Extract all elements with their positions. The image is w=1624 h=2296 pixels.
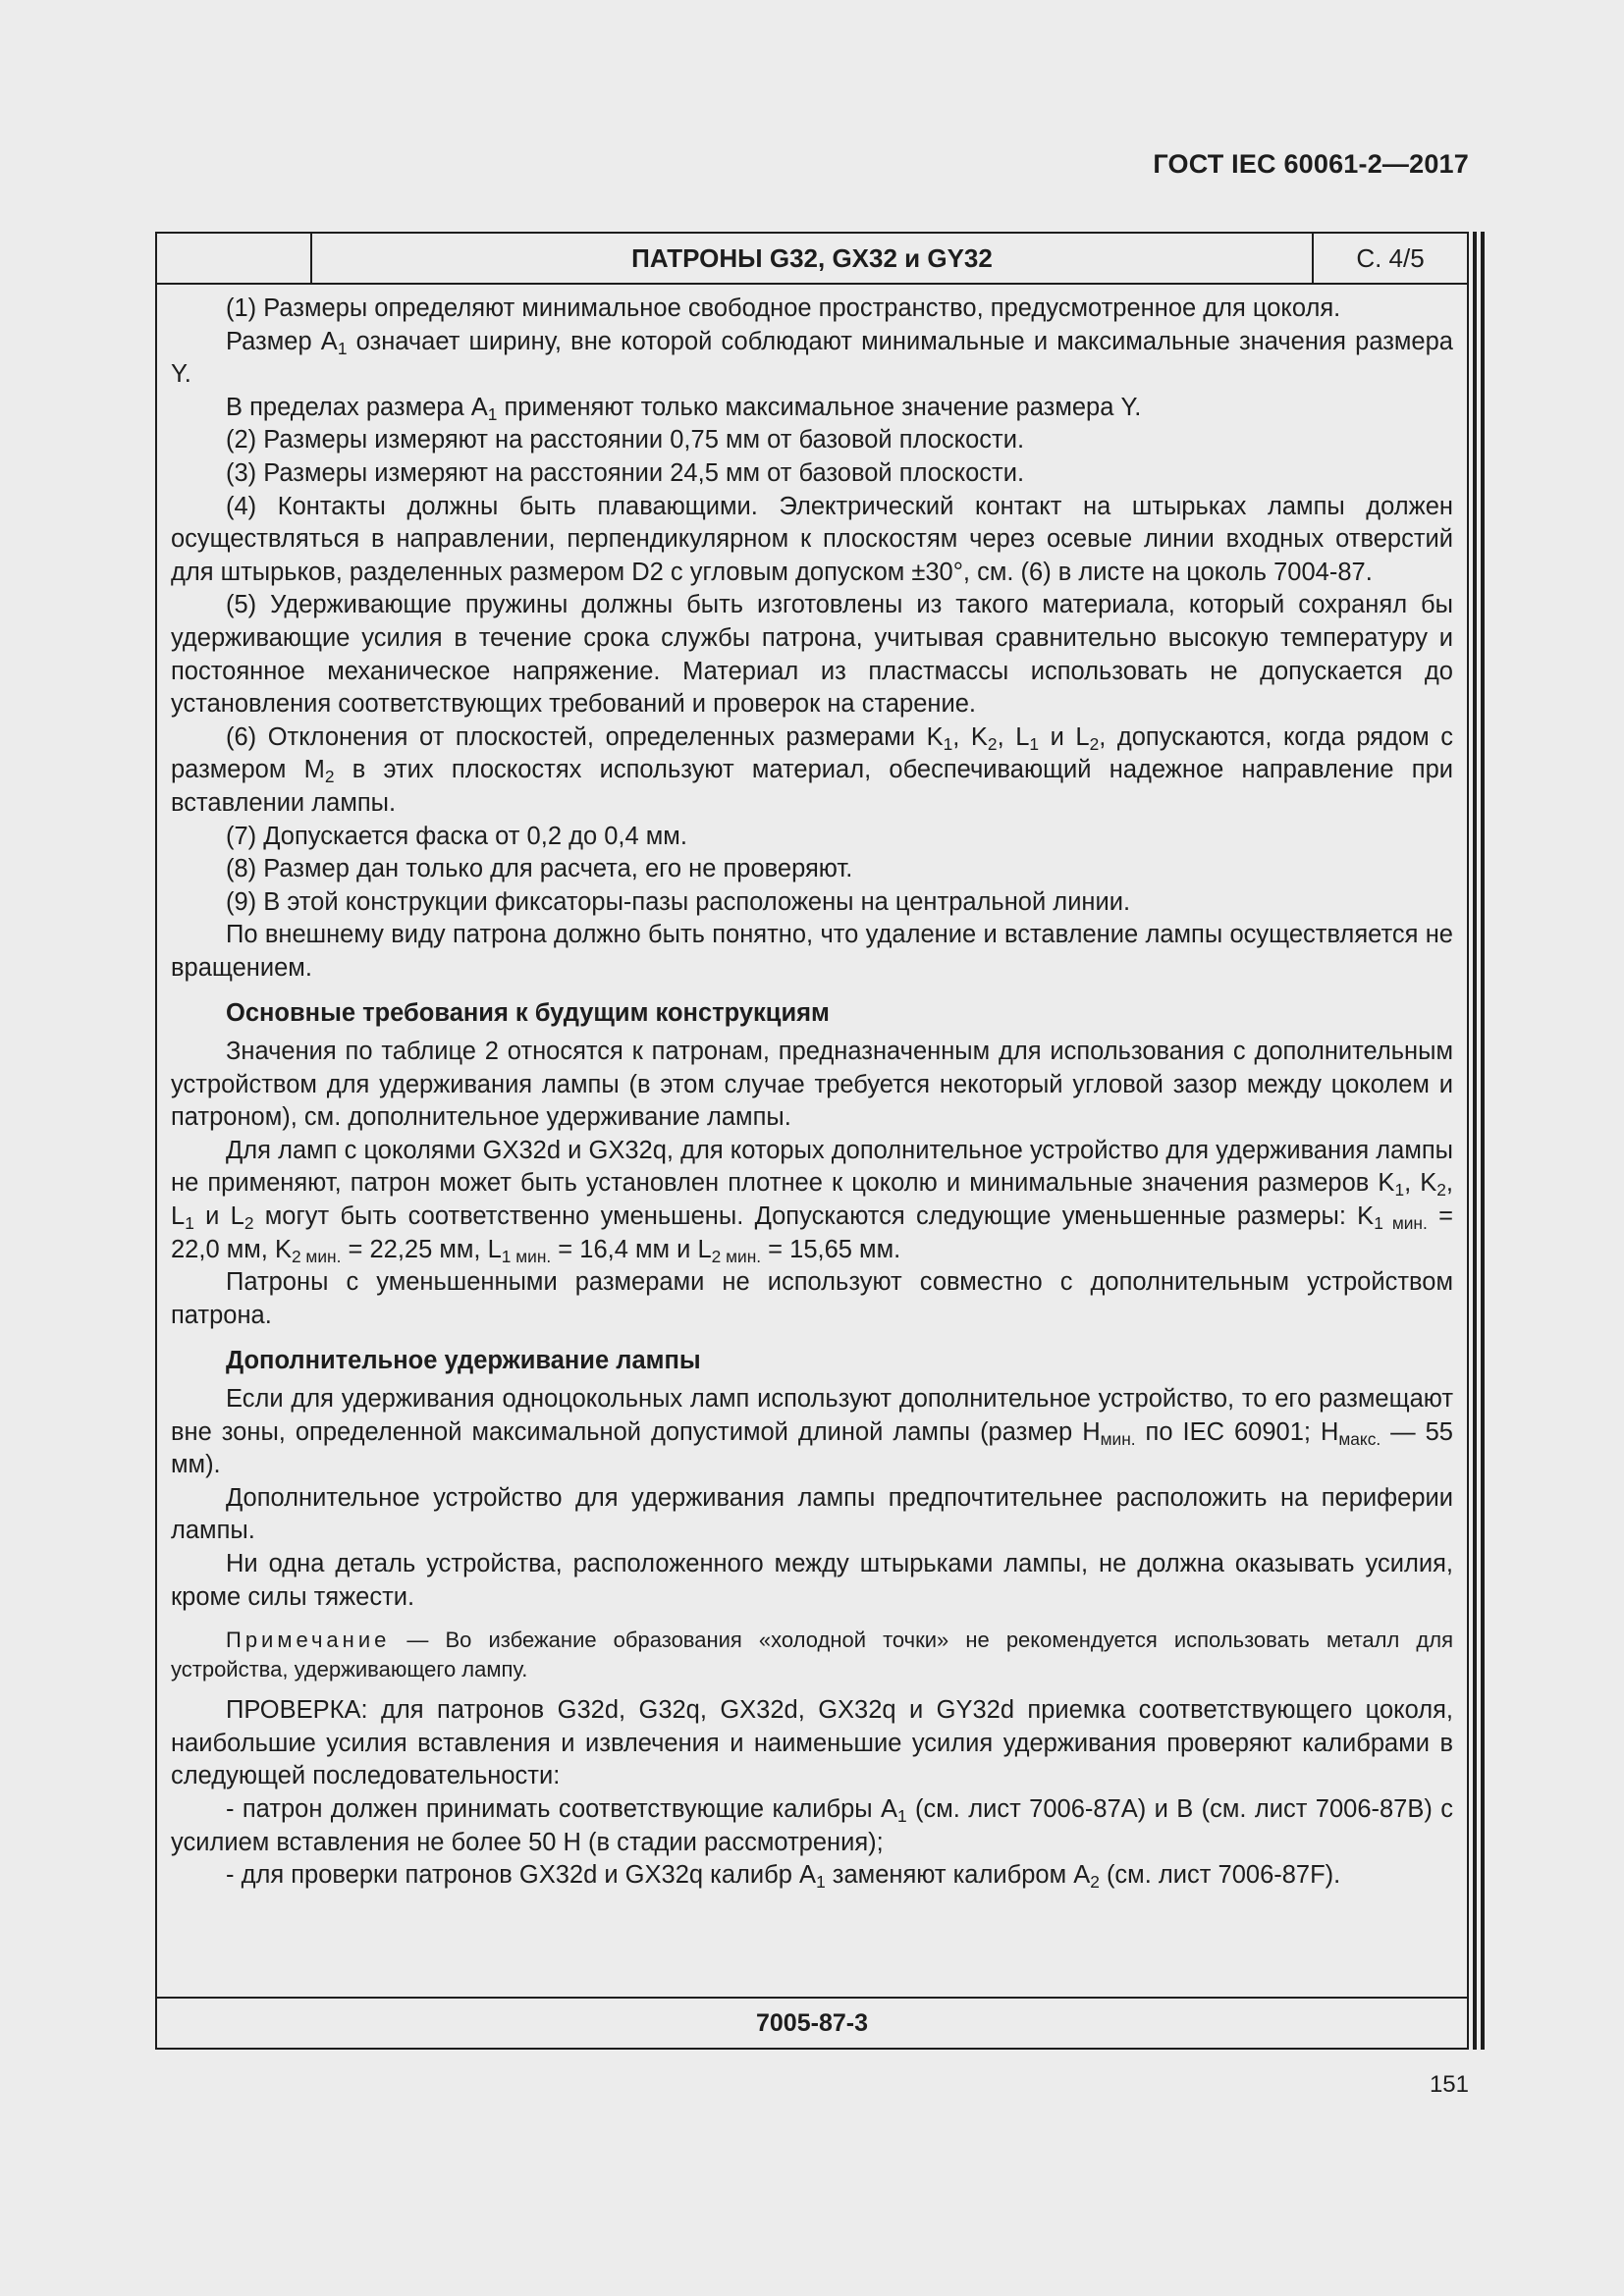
note-5: (5) Удерживающие пружины должны быть изготовлены из такого материала, который сохранял бы удерживающие усилия в течение срока службы патрона, учитывая сравнительно высокую температуру и постоянное механическое напряжение. Материал из пластмассы использовать не допускается до установления соответствующих требований и проверок на старение. [171, 591, 1453, 719]
note-1: (1) Размеры определяют минимальное свободное пространство, предусмотренное для цоколя. [226, 294, 1341, 322]
sheet-title: ПАТРОНЫ G32, GX32 и GY32 [312, 234, 1314, 283]
note-6: (6) Отклонения от плоскостей, определенных размерами $K_1$, $K_2$, $L_1$ и $L_2$, допускаются, когда рядом с размером $M_2$ в этих плоскостях используют материал, обеспечивающий надежное направление при вставлении лампы. [171, 722, 1453, 817]
header-left-cell [157, 234, 312, 283]
note-9: (9) В этой конструкции фиксаторы-пазы расположены на центральной линии. [226, 887, 1131, 916]
paragraph-within-a1: В пределах размера $A_1$ применяют только максимальное значение размера Y. [226, 393, 1142, 424]
sheet-header [157, 234, 1467, 285]
sheet-page-label: С. 4/5 [1356, 242, 1425, 273]
frame-rail-outer [1481, 232, 1485, 2050]
paragraph-table-2: Значения по таблице 2 относятся к патронам, предназначенным для использования с дополнительным устройством для удерживания лампы (в этом случае требуется некоторый угловой зазор между цоколем и патроном), см. дополнительное удерживание лампы. [171, 1038, 1453, 1132]
check-item-1: - патрон должен принимать соответствующие калибры $A_1$ (см. лист 7006-87A) и B (см. лист 7006-87B) с усилием вставления не более 50 Н (в стадии рассмотрения); [171, 1794, 1453, 1856]
note-label: Примечание [226, 1628, 391, 1653]
standard-code: ГОСТ IEC 60061-2—2017 [1153, 149, 1469, 179]
paragraph-check: ПРОВЕРКА: для патронов G32d, G32q, GX32d, GX32q и GY32d приемка соответствующего цоколя, наибольшие усилия вставления и извлечения и наименьшие усилия удерживания проверяют калибрами в следующей последовательности: [171, 1696, 1453, 1790]
sheet-frame [155, 232, 1469, 2050]
frame-rail-inner [1473, 232, 1477, 2050]
page-number: 151 [1429, 2071, 1469, 2098]
note-4: (4) Контакты должны быть плавающими. Электрический контакт на штырьках лампы должен осуществляться в направлении, перпендикулярном к плоскостям через осевые линии входных отверстий для штырьков, разделенных размером D2 с угловым допуском ±30°, см. (6) в листе на цоколь 7004-87. [171, 492, 1453, 586]
section-heading-future-designs: Основные требования к будущим конструкциям [226, 999, 830, 1028]
note-7: (7) Допускается фаска от 0,2 до 0,4 мм. [226, 822, 687, 850]
paragraph-periphery: Дополнительное устройство для удерживания лампы предпочтительнее расположить на периферии лампы. [171, 1483, 1453, 1545]
note-2: (2) Размеры измеряют на расстоянии 0,75 мм от базовой плоскости. [226, 426, 1025, 454]
paragraph-retention-device: Если для удерживания одноцокольных ламп используют дополнительное устройство, то его размещают вне зоны, определенной максимальной допустимой длиной лампы (размер $H_{мин.}$ по IEC 60901; $H_{макс.}$ — 55 мм). [171, 1385, 1453, 1479]
sheet-number: 7005-87-3 [157, 1997, 1467, 2048]
note-cold-spot: Примечание — Во избежание образования «холодной точки» не рекомендуется использовать металл для устройства, удерживающего лампу. [171, 1628, 1453, 1682]
paragraph-reduced-dimensions: Для ламп с цоколями GX32d и GX32q, для которых дополнительное устройство для удерживания лампы не применяют, патрон может быть установлен плотнее к цоколю и минимальные значения размеров $K_1$, $K_2$, $L_1$ и $L_2$ могут быть соответственно уменьшены. Допускаются следующие уменьшенные размеры: $K_{1 мин.} = 22,0$ мм, $K_{2 мин.} = 22,25$ мм, $L_{1 мин.} = 16,4$ мм и $L_{2 мин.} = 15,65$ мм. [171, 1136, 1453, 1266]
note-8: (8) Размер дан только для расчета, его не проверяют. [226, 855, 853, 883]
paragraph-gravity: Ни одна деталь устройства, расположенного между штырьками лампы, не должна оказывать усилия, кроме силы тяжести. [171, 1549, 1453, 1611]
sheet-body [171, 293, 1453, 1893]
paragraph-dimension-a1: Размер $A_1$ означает ширину, вне которой соблюдают минимальные и максимальные значения размера Y. [171, 327, 1453, 389]
paragraph-removal: По внешнему виду патрона должно быть понятно, что удаление и вставление лампы осуществляется не вращением. [171, 921, 1453, 982]
section-heading-additional-retention: Дополнительное удерживание лампы [226, 1347, 701, 1375]
note-3: (3) Размеры измеряют на расстоянии 24,5 мм от базовой плоскости. [226, 458, 1025, 487]
paragraph-reduced-holders: Патроны с уменьшенными размерами не используют совместно с дополнительным устройством патрона. [171, 1268, 1453, 1329]
check-item-2: - для проверки патронов GX32d и GX32q калибр $A_1$ заменяют калибром $A_2$ (см. лист 7006-87F). [226, 1861, 1341, 1893]
